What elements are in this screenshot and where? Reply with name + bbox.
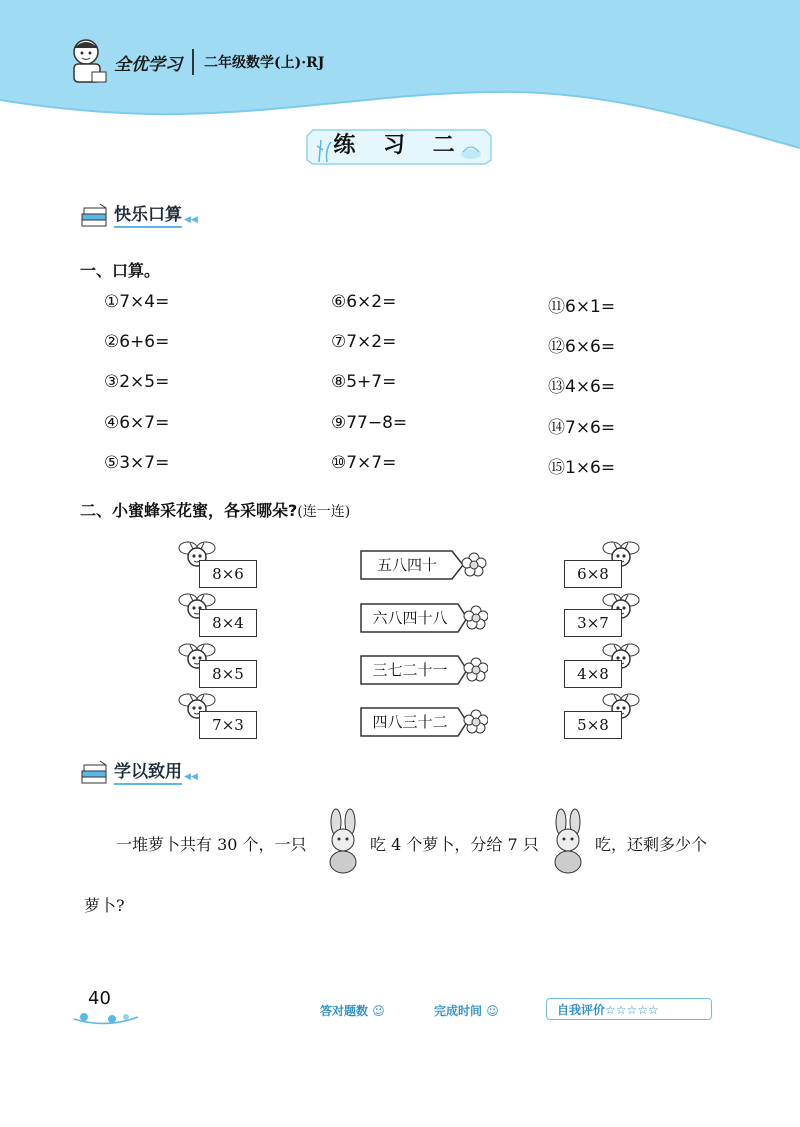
page-title: 练 习 二 [333, 132, 465, 158]
calc-item: ⑫6×6= [548, 337, 616, 357]
calc-item: ⑩7×7= [331, 453, 397, 473]
calc-item: ②6+6= [104, 332, 170, 352]
story-text-line2: 萝卜? [84, 896, 125, 915]
question-2-text: 二、小蜜蜂采花蜜，各采哪朵? [80, 501, 298, 520]
page-number: 40 [88, 988, 111, 1009]
calc-item: ⑮1×6= [548, 458, 616, 478]
student-mascot-icon [68, 36, 108, 88]
right-bee-card[interactable]: 3×7 [564, 609, 622, 637]
completion-time-text: 完成时间 [434, 1004, 483, 1018]
calc-item: ⑧5+7= [331, 372, 397, 392]
question-2-title [80, 498, 350, 521]
right-bee-card[interactable]: 4×8 [564, 660, 622, 688]
self-evaluation-box[interactable]: 自我评价☆☆☆☆☆ [546, 998, 712, 1020]
books-icon [80, 202, 110, 228]
story-text-part2: 吃 4 个萝卜，分给 7 只 [370, 835, 539, 854]
left-bee-card[interactable]: 8×5 [199, 660, 257, 688]
flower-tag-label[interactable]: 五八四十 [376, 556, 437, 574]
calc-item: ⑦7×2= [331, 332, 397, 352]
flower-tag-label[interactable]: 四八三十二 [372, 713, 448, 731]
calc-item: ⑨77−8= [331, 413, 408, 433]
brand-divider [192, 49, 194, 75]
calc-item: ⑬4×6= [548, 377, 616, 397]
rabbit-icon [318, 808, 368, 874]
question-1-title: 一、口算。 [80, 261, 161, 280]
arrow-decoration-icon: ◀◀ [184, 772, 198, 782]
section-header-application [80, 757, 198, 785]
right-bee-card[interactable]: 5×8 [564, 711, 622, 739]
left-bee-card[interactable]: 7×3 [199, 711, 257, 739]
calc-item: ⑤3×7= [104, 453, 170, 473]
section-header-mental-math [80, 200, 198, 228]
story-text-part1: 一堆萝卜共有 30 个，一只 [116, 835, 307, 854]
books-icon [80, 759, 110, 785]
calc-item: ⑭7×6= [548, 418, 616, 438]
left-bee-card[interactable]: 8×6 [199, 560, 257, 588]
arrow-decoration-icon: ◀◀ [184, 215, 198, 225]
section-label: 快乐口算 [114, 200, 182, 228]
smiley-icon: ☺ [486, 1004, 499, 1018]
calc-item: ⑥6×2= [331, 292, 397, 312]
book-title: 二年级数学(上)·RJ [204, 55, 325, 71]
brand-bar [68, 36, 324, 88]
calc-item: ③2×5= [104, 372, 170, 392]
flower-tag-label[interactable]: 六八四十八 [372, 609, 448, 627]
calc-item: ①7×4= [104, 292, 170, 312]
flower-tag-label[interactable]: 三七二十一 [372, 661, 448, 679]
story-text-part3: 吃，还剩多少个 [595, 835, 708, 854]
right-bee-card[interactable]: 6×8 [564, 560, 622, 588]
section-label: 学以致用 [114, 757, 182, 785]
question-2-hint: (连一连) [297, 504, 351, 520]
correct-count-text: 答对题数 [320, 1004, 369, 1018]
calc-item: ⑪6×1= [548, 297, 616, 317]
correct-count-label [320, 1002, 385, 1019]
rabbit-icon [543, 808, 593, 874]
completion-time-label [434, 1002, 499, 1019]
brand-logo: 全优学习 [114, 54, 182, 75]
left-bee-card[interactable]: 8×4 [199, 609, 257, 637]
calc-item: ④6×7= [104, 413, 170, 433]
smiley-icon: ☺ [372, 1004, 385, 1018]
